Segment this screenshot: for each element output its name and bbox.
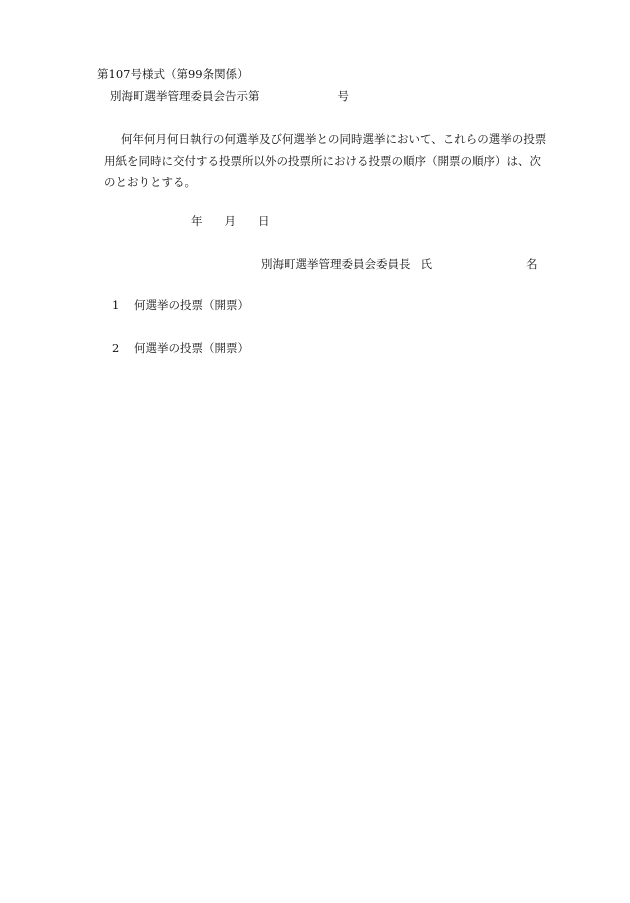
notice-number-line — [110, 89, 349, 103]
notice-body: 何年何月何日執行の何選挙及び何選挙との同時選挙において、これらの選挙の投票用紙を同時に交付する投票所以外の投票所における投票の順序（開票の順序）は、次のとおりとする。 — [104, 132, 547, 189]
list-item-label: 何選挙の投票（開票） — [134, 298, 249, 312]
date-line — [191, 214, 270, 228]
date-month: 月 — [224, 214, 236, 228]
list-item — [112, 298, 249, 312]
list-item-number: 1 — [112, 298, 120, 312]
signer-name-suffix: 名 — [526, 257, 538, 271]
list-item-label: 何選挙の投票（開票） — [134, 341, 249, 355]
form-number: 第107号様式（第99条関係） — [97, 67, 249, 81]
date-year: 年 — [191, 214, 203, 228]
date-day: 日 — [258, 214, 270, 228]
signer-name-prefix: 氏 — [420, 257, 432, 271]
signer-line — [261, 257, 538, 271]
notice-suffix: 号 — [337, 89, 349, 103]
signer-title: 別海町選挙管理委員会委員長 — [261, 257, 411, 271]
notice-prefix: 別海町選挙管理委員会告示第 — [110, 89, 260, 103]
list-item — [112, 341, 249, 355]
list-item-number: 2 — [112, 341, 120, 355]
